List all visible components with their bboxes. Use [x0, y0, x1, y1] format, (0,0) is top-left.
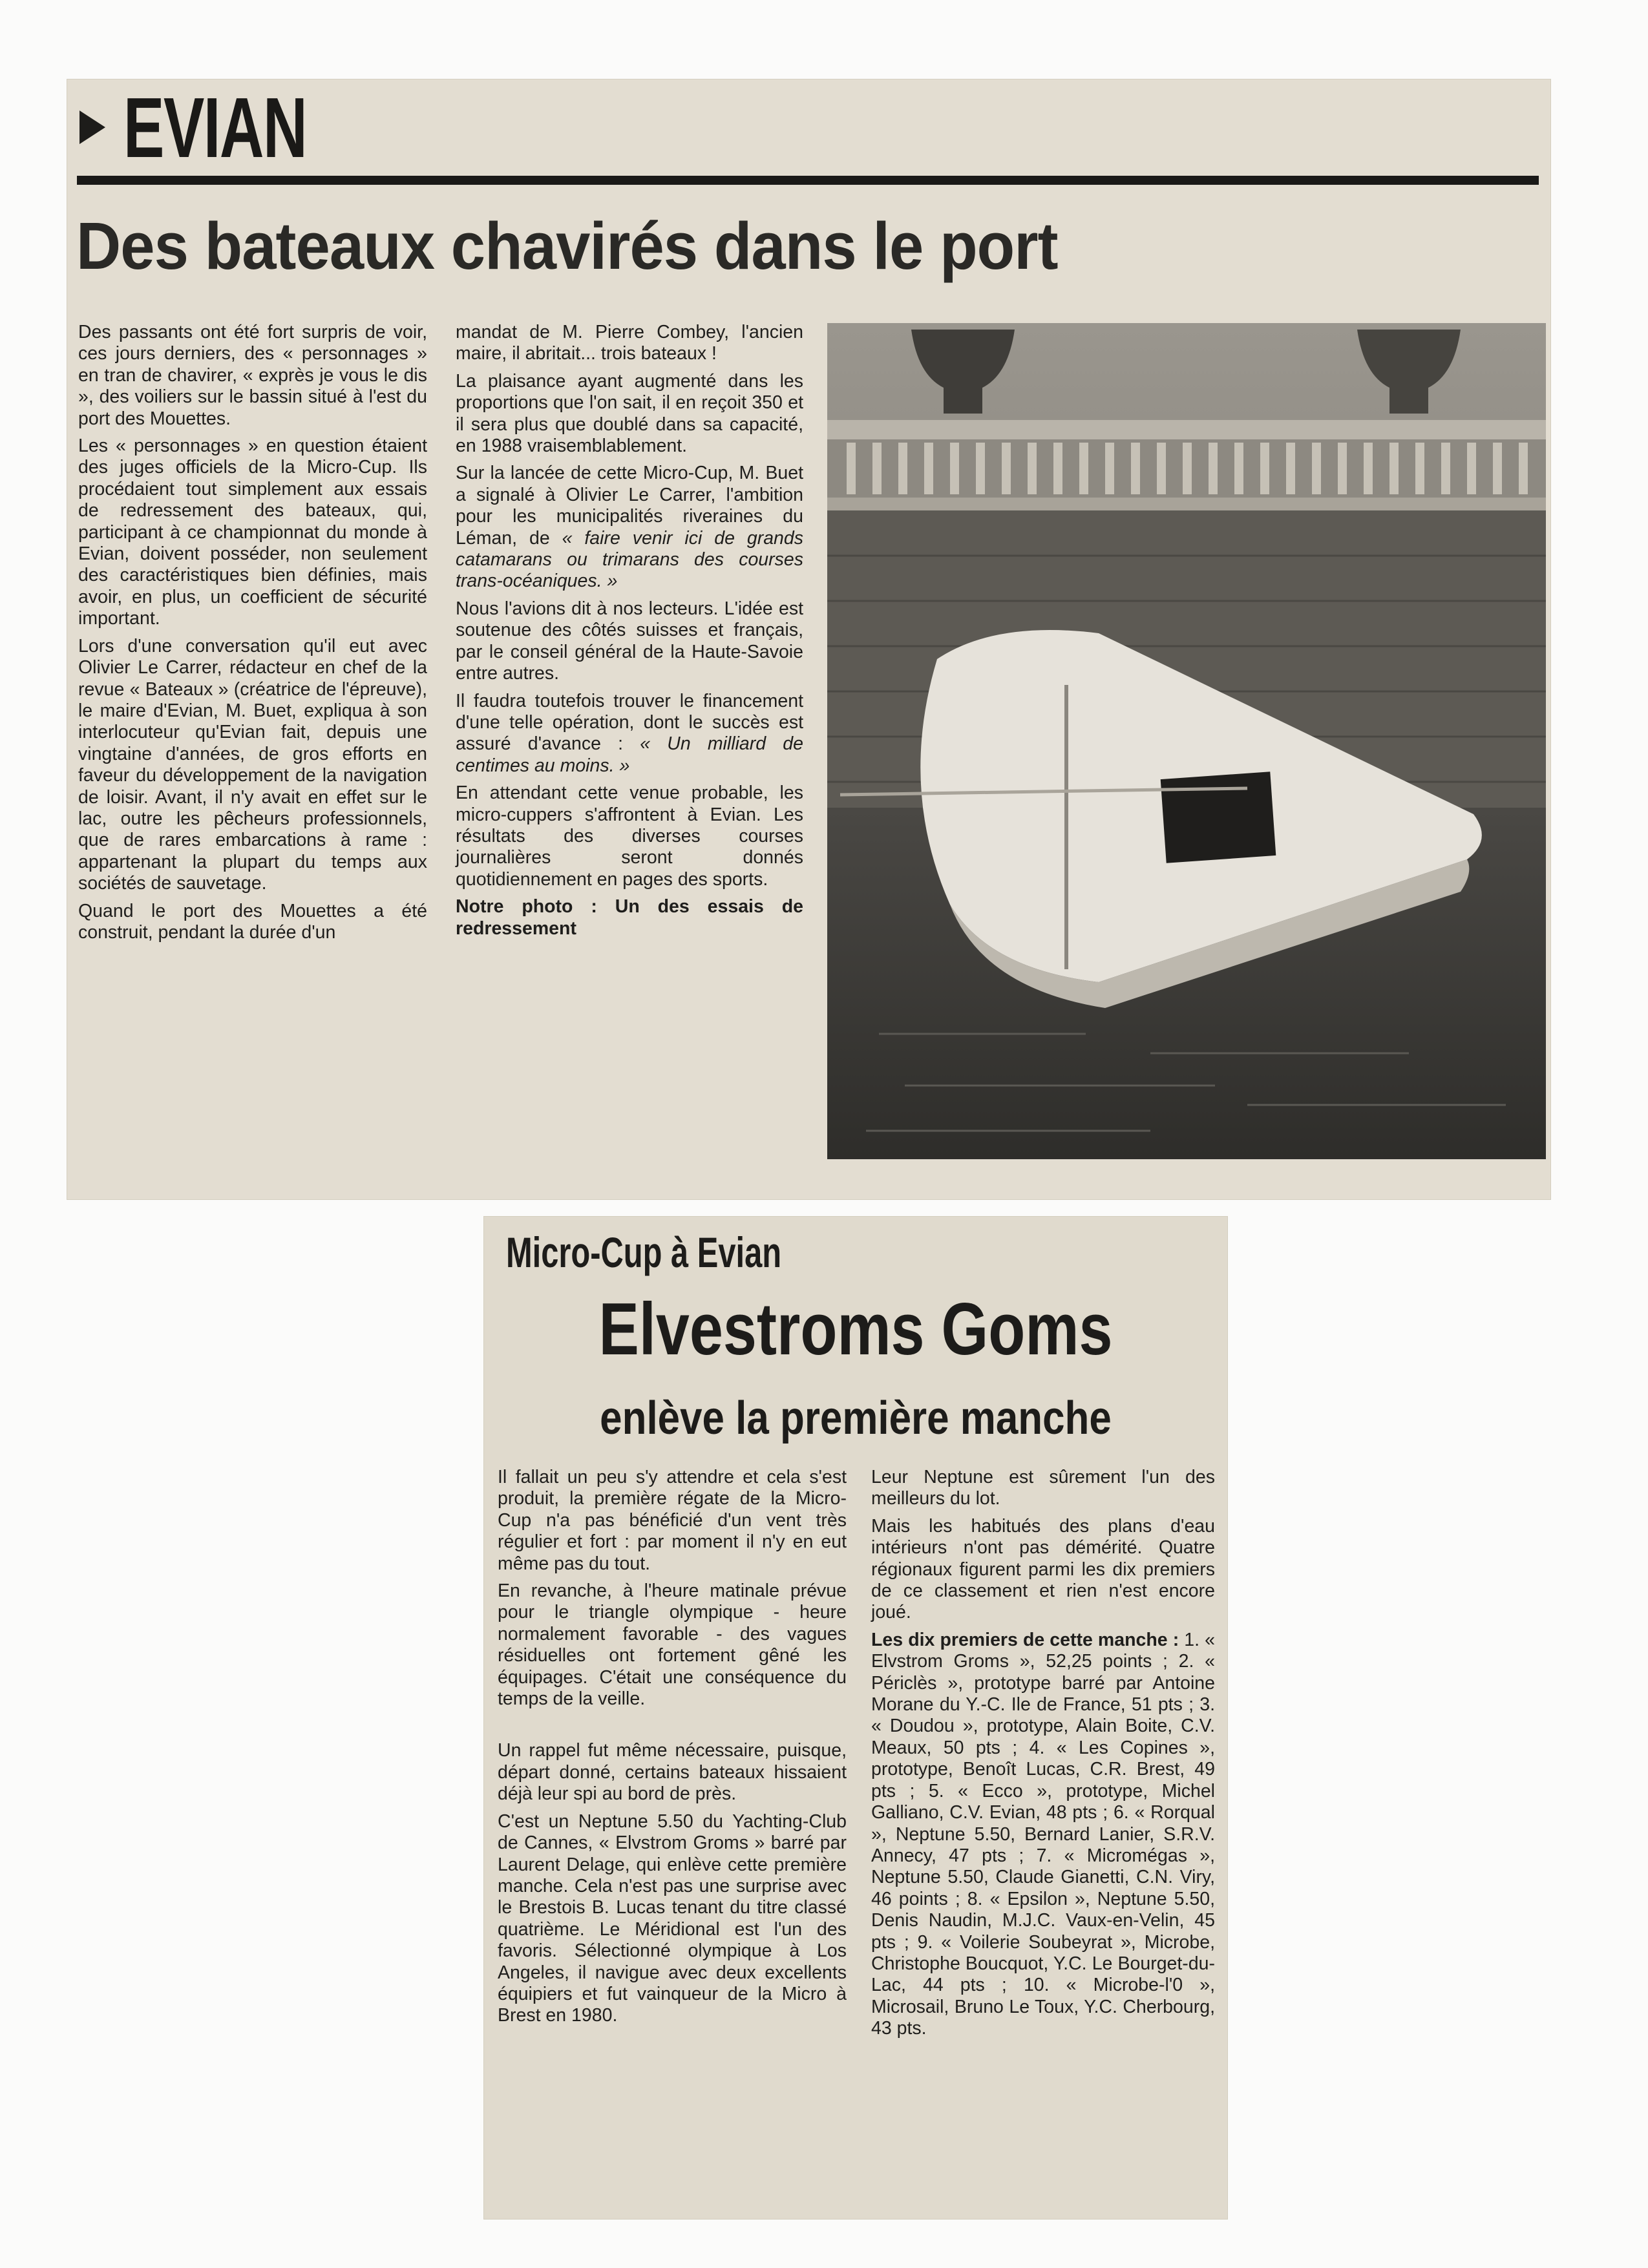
- paragraph: Quand le port des Mouettes a été construit, pendant la durée d'un: [78, 900, 427, 943]
- section-title: EVIAN: [123, 79, 307, 175]
- paragraph: La plaisance ayant augmenté dans les proportions que l'on sait, il en reçoit 350 et il sera plus que doublé dans sa capacité, en 1988 vraisemblablement.: [456, 370, 803, 457]
- section-header: [79, 79, 377, 175]
- paragraph: Un rappel fut même nécessaire, puisque, départ donné, certains bateaux hissaient déjà leur spi au bord de près.: [498, 1740, 847, 1805]
- article-column-2: [456, 322, 803, 945]
- paragraph-text: Il faudra toutefois trouver le financement d'une telle opération, dont le succès est assuré d'avance :: [456, 690, 803, 755]
- paragraph: Il fallait un peu s'y attendre et cela s'est produit, la première régate de la Micro-Cup n'a pas bénéficié d'un vent très régulier et fort : par moment il n'y en eut même pas du tout.: [498, 1467, 847, 1574]
- article-headline: Des bateaux chavirés dans le port: [76, 209, 1058, 283]
- triangle-bullet-icon: [79, 110, 105, 144]
- article-clipping-micro-cup: [483, 1216, 1228, 2220]
- article-column-1: [498, 1467, 847, 2033]
- paragraph: Nous l'avions dit à nos lecteurs. L'idée est soutenue des côtés suisses et français, par le conseil général de la Haute-Savoie entre autres.: [456, 598, 803, 684]
- article-photo: [827, 323, 1546, 1159]
- paragraph-gap: [498, 1716, 847, 1740]
- paragraph: Les « personnages » en question étaient des juges officiels de la Micro-Cup. Ils procédaient tout simplement aux essais de redressement des bateaux, qui, participant à ce championnat du monde à Evian, doivent posséder, non seulement des caractéristiques bien définies, mais avoir, en plus, un coefficient de sécurité important.: [78, 436, 427, 629]
- article-headline: Elvestroms Goms: [598, 1288, 1113, 1370]
- article-column-2: [871, 1467, 1215, 2046]
- paragraph-text: Sur la lancée de cette Micro-Cup, M. Buet a signalé à Olivier Le Carrer, l'ambition pour les municipalités riveraines du Léman, de: [456, 463, 803, 549]
- paragraph: En attendant cette venue probable, les micro-cuppers s'affrontent à Evian. Les résultats des diverses courses journalières seront donnés quotidiennement en pages des sports.: [456, 782, 803, 890]
- article-kicker: Micro-Cup à Evian: [506, 1228, 782, 1276]
- quote-text: « Un milliard de centimes au moins. »: [456, 733, 803, 776]
- photo-caption: Notre photo : Un des essais de redressement: [456, 896, 803, 939]
- section-rule: [77, 176, 1539, 185]
- quote-text: « faire venir ici de grands catamarans ou trimarans des courses trans-océaniques. »: [456, 527, 803, 592]
- paragraph: mandat de M. Pierre Combey, l'ancien maire, il abritait... trois bateaux !: [456, 322, 803, 364]
- ranking-lead: Les dix premiers de cette manche :: [871, 1629, 1179, 1650]
- ranking-paragraph: [871, 1630, 1215, 2040]
- paragraph: Mais les habitués des plans d'eau intérieurs n'ont pas démérité. Quatre régionaux figurent parmi les dix premiers de ce classement et rien n'est encore joué.: [871, 1515, 1215, 1623]
- paragraph: C'est un Neptune 5.50 du Yachting-Club de Cannes, « Elvstrom Groms » barré par Laurent Delage, qui enlève cette première manche. Cela n'est pas une surprise avec le Brestois B. Lucas tenant du titre classé quatrième. Le Méridional est l'un des favoris. Sélectionné olympique à Los Angeles, il navigue avec deux excellents équipiers et fut vainqueur de la Micro à Brest en 1980.: [498, 1811, 847, 2026]
- article-clipping-evian: [67, 79, 1551, 1200]
- paragraph: Leur Neptune est sûrement l'un des meilleurs du lot.: [871, 1467, 1215, 1509]
- paragraph: Lors d'une conversation qu'il eut avec Olivier Le Carrer, rédacteur en chef de la revue « Bateaux » (créatrice de l'épreuve), le maire d'Evian, M. Buet, expliqua à son interlocuteur qu'Evian fait, depuis une vingtaine d'années, de gros efforts en faveur du développement de la navigation de loisir. Avant, il n'y avait en effet sur le lac, outre les pêcheurs professionnels, que de rares embarcations à rame : appartenant la plupart du temps aux sociétés de sauvetage.: [78, 635, 427, 894]
- capsized-boat-photo: [827, 323, 1546, 1159]
- paragraph: En revanche, à l'heure matinale prévue pour le triangle olympique - heure normalement favorable - des vagues résiduelles ont fortement gêné les équipages. C'était une conséquence du temps de la veille.: [498, 1580, 847, 1710]
- paragraph: Des passants ont été fort surpris de voir, ces jours derniers, des « personnages » en tran de chavirer, « exprès je vous le dis », des voiliers sur le bassin situé à l'est du port des Mouettes.: [78, 322, 427, 429]
- article-column-1: [78, 322, 427, 949]
- paragraph: [456, 691, 803, 777]
- paragraph: [456, 463, 803, 592]
- article-subheadline: enlève la première manche: [600, 1392, 1112, 1444]
- ranking-text: 1. « Elvstrom Groms », 52,25 points ; 2. « Périclès », prototype barré par Antoine Morane du Y.-C. Ile de France, 51 pts ; 3. « Doudou », prototype, Alain Boite, C.V. Meaux, 50 pts ; 4. « Les Copines », prototype, Benoît Lucas, C.R. Brest, 49 pts ; 5. « Ecco », prototype, Michel Galliano, C.V. Evian, 48 pts ; 6. « Rorqual », Neptune 5.50, Bernard Lanier, S.R.V. Annecy, 47 pts ; 7. « Micromégas », Neptune 5.50, Claude Gianetti, C.N. Viry, 46 points ; 8. « Epsilon », Neptune 5.50, Denis Naudin, M.J.C. Vaux-en-Velin, 45 pts ; 9. « Voilerie Soubeyrat », Microbe, Christophe Boucquot, Y.C. Le Bourget-du-Lac, 44 pts ; 10. « Microbe-l'0 », Microsail, Bruno Le Toux, Y.C. Cherbourg, 43 pts.: [871, 1629, 1215, 2039]
